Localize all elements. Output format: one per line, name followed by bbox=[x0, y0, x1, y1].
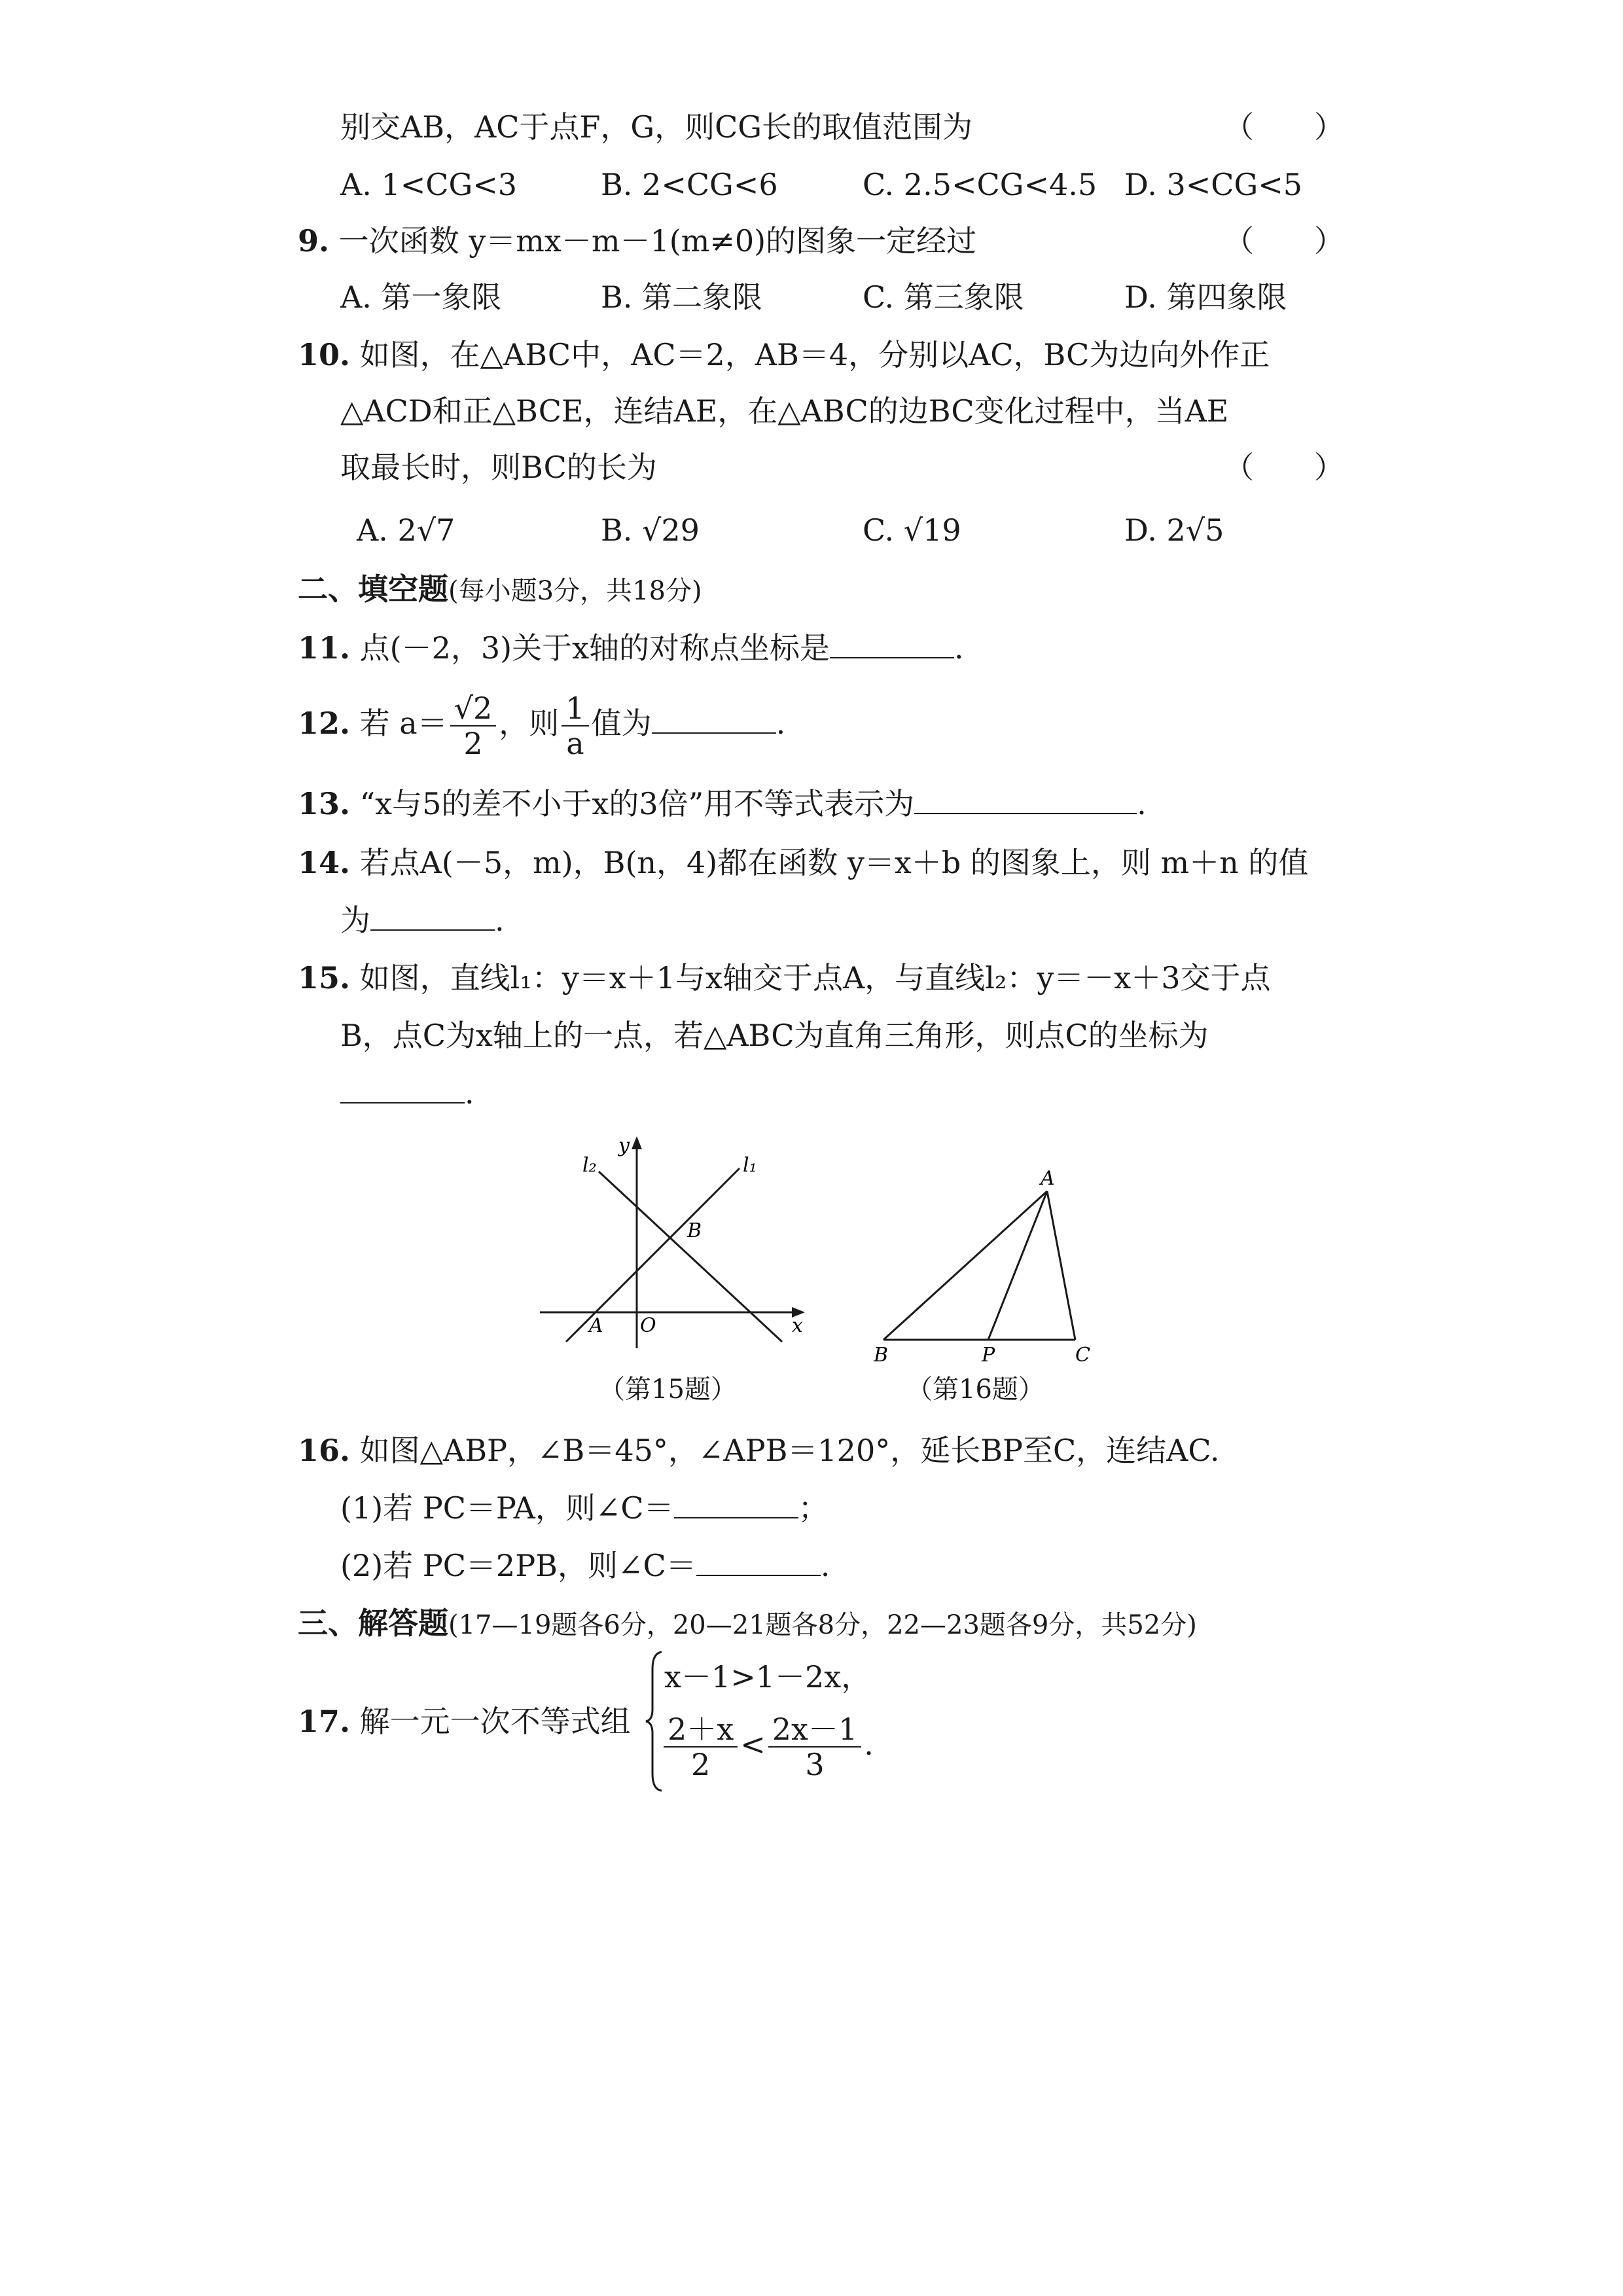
q15-line1 bbox=[298, 958, 1271, 997]
q12-frac2-numerator: 1 bbox=[562, 691, 588, 726]
segment-ac bbox=[1047, 1191, 1075, 1340]
q15-end: . bbox=[465, 1075, 474, 1111]
q17-frac1-numerator: 2＋x bbox=[664, 1712, 738, 1748]
q12-pre: 若 a＝ bbox=[359, 706, 448, 741]
segment-ap bbox=[988, 1191, 1047, 1340]
q17-frac-left bbox=[664, 1712, 738, 1782]
q16-sub2-end: . bbox=[820, 1548, 830, 1583]
q16-sub1-text: (1)若 PC＝PA，则∠C＝ bbox=[340, 1490, 674, 1526]
q12-end: . bbox=[776, 706, 786, 741]
line-l2 bbox=[599, 1172, 782, 1342]
q9-option-d: D. 第四象限 bbox=[1124, 279, 1287, 315]
q9-number: 9. bbox=[298, 223, 330, 259]
q13-number: 13. bbox=[298, 786, 351, 821]
q8-option-c: C. 2.5<CG<4.5 bbox=[863, 167, 1097, 202]
q14-answer-blank[interactable] bbox=[370, 901, 495, 931]
label-l1: l₁ bbox=[743, 1154, 757, 1177]
q15-answer-blank[interactable] bbox=[340, 1073, 465, 1103]
q11-number: 11. bbox=[298, 630, 351, 666]
q10-option-b: B. √29 bbox=[601, 512, 700, 548]
q13-answer-blank[interactable] bbox=[914, 784, 1137, 814]
q14-text-line1: 若点A(－5，m)，B(n，4)都在函数 y＝x＋b 的图象上，则 m＋n 的值 bbox=[359, 845, 1309, 880]
q12-number: 12. bbox=[298, 706, 351, 741]
q10-line1 bbox=[298, 335, 1270, 374]
label-l2: l₂ bbox=[582, 1154, 597, 1177]
q11-end: . bbox=[954, 630, 964, 666]
q14-text-line2: 为 bbox=[340, 903, 370, 938]
label-origin: O bbox=[640, 1314, 656, 1337]
q16-sub2 bbox=[340, 1546, 830, 1585]
q16-text: 如图△ABP，∠B＝45°，∠APB＝120°，延长BP至C，连结AC. bbox=[359, 1433, 1220, 1468]
q9-text: 一次函数 y＝mx－m－1(m≠0)的图象一定经过 bbox=[338, 223, 977, 259]
figure-15-graph bbox=[530, 1132, 825, 1355]
q13-line bbox=[298, 784, 1147, 823]
q13-end: . bbox=[1137, 786, 1147, 821]
label-y: y bbox=[618, 1134, 630, 1157]
q14-line2 bbox=[340, 901, 505, 940]
q10-option-c: C. √19 bbox=[863, 512, 961, 548]
section3-note: (17—19题各6分，20—21题各8分，22—23题各9分，共52分) bbox=[448, 1610, 1197, 1640]
q8-continuation: 别交AB，AC于点F，G，则CG长的取值范围为 bbox=[340, 109, 973, 145]
q14-end: . bbox=[495, 903, 505, 938]
q12-fraction-sqrt2-over-2 bbox=[450, 691, 497, 761]
q17-frac1-denominator: 2 bbox=[690, 1747, 711, 1782]
q16-number: 16. bbox=[298, 1433, 351, 1468]
label-point-b: B bbox=[687, 1219, 702, 1242]
q17-frac2-numerator: 2x－1 bbox=[768, 1712, 861, 1748]
q11-line bbox=[298, 628, 964, 668]
figure-16-caption: （第16题） bbox=[906, 1374, 1044, 1405]
q11-text: 点(－2，3)关于x轴的对称点坐标是 bbox=[359, 630, 830, 666]
section2-header bbox=[298, 569, 702, 611]
q17-less-than: < bbox=[740, 1727, 766, 1762]
q12-fraction-1-over-a bbox=[562, 691, 588, 761]
section2-title: 二、填空题 bbox=[298, 571, 448, 607]
q17-number: 17. bbox=[298, 1704, 351, 1739]
label-b: B bbox=[874, 1344, 889, 1365]
q10-number: 10. bbox=[298, 337, 351, 372]
q10-text-line1: 如图，在△ABC中，AC＝2，AB＝4，分别以AC，BC为边向外作正 bbox=[359, 337, 1270, 372]
figure-16-triangle bbox=[861, 1162, 1122, 1365]
q14-line1 bbox=[298, 843, 1308, 882]
q8-option-b: B. 2<CG<6 bbox=[601, 167, 778, 202]
q17-inequality-2 bbox=[661, 1708, 874, 1782]
label-c: C bbox=[1075, 1344, 1090, 1365]
q16-sub2-answer-blank[interactable] bbox=[696, 1546, 821, 1576]
section3-header bbox=[298, 1604, 1197, 1645]
q9-option-a: A. 第一象限 bbox=[340, 279, 502, 315]
q17-text: 解一元一次不等式组 bbox=[359, 1704, 631, 1739]
q15-line3 bbox=[340, 1073, 474, 1113]
label-p: P bbox=[982, 1344, 995, 1365]
q13-text: “x与5的差不小于x的3倍”用不等式表示为 bbox=[359, 786, 915, 821]
q16-sub1-end: ； bbox=[798, 1490, 829, 1526]
q12-mid: ，则 bbox=[499, 706, 560, 741]
q9-option-b: B. 第二象限 bbox=[601, 279, 763, 315]
q8-option-a: A. 1<CG<3 bbox=[340, 167, 518, 202]
q17-frac-right bbox=[768, 1712, 861, 1782]
q8-answer-paren: （ ） bbox=[1224, 109, 1344, 145]
q12-line bbox=[298, 687, 785, 761]
q10-option-d: D. 2√5 bbox=[1124, 512, 1224, 548]
q15-line2: B，点C为x轴上的一点，若△ABC为直角三角形，则点C的坐标为 bbox=[340, 1018, 1209, 1053]
q16-sub1-answer-blank[interactable] bbox=[674, 1488, 798, 1518]
q17-frac2-denominator: 3 bbox=[805, 1747, 825, 1782]
q12-answer-blank[interactable] bbox=[652, 704, 776, 734]
q17-inequality-1: x－1>1－2x， bbox=[664, 1659, 872, 1695]
q14-number: 14. bbox=[298, 845, 351, 880]
q12-frac2-denominator: a bbox=[566, 726, 584, 761]
q9-line bbox=[298, 221, 976, 260]
q8-option-d: D. 3<CG<5 bbox=[1124, 167, 1303, 202]
label-x: x bbox=[792, 1314, 803, 1337]
q11-answer-blank[interactable] bbox=[830, 628, 954, 658]
q9-option-c: C. 第三象限 bbox=[863, 279, 1024, 315]
q12-frac1-numerator: √2 bbox=[450, 691, 497, 726]
q10-option-a: A. 2√7 bbox=[357, 512, 455, 548]
label-a: A bbox=[1041, 1167, 1055, 1190]
q16-line bbox=[298, 1431, 1220, 1470]
q12-post: 值为 bbox=[591, 706, 652, 741]
q10-answer-paren: （ ） bbox=[1224, 450, 1344, 485]
q17-label bbox=[298, 1702, 631, 1741]
q10-line2: △ACD和正△BCE，连结AE，在△ABC的边BC变化过程中，当AE bbox=[340, 393, 1229, 429]
q16-sub2-text: (2)若 PC＝2PB，则∠C＝ bbox=[340, 1548, 696, 1583]
q10-line3: 取最长时，则BC的长为 bbox=[340, 450, 657, 485]
label-point-a: A bbox=[589, 1314, 603, 1337]
y-axis-arrow-icon bbox=[632, 1136, 642, 1149]
q15-text-line1: 如图，直线l₁：y＝x＋1与x轴交于点A，与直线l₂：y＝－x＋3交于点 bbox=[359, 960, 1271, 996]
q12-frac1-denominator: 2 bbox=[463, 726, 483, 761]
figure-15-caption: （第15题） bbox=[599, 1374, 737, 1405]
section2-note: (每小题3分，共18分) bbox=[448, 576, 702, 606]
q16-sub1 bbox=[340, 1488, 829, 1528]
section3-title: 三、解答题 bbox=[298, 1605, 448, 1641]
q15-number: 15. bbox=[298, 960, 351, 996]
q9-answer-paren: （ ） bbox=[1224, 223, 1344, 259]
segment-ab bbox=[883, 1191, 1047, 1340]
q17-end: . bbox=[864, 1727, 874, 1762]
